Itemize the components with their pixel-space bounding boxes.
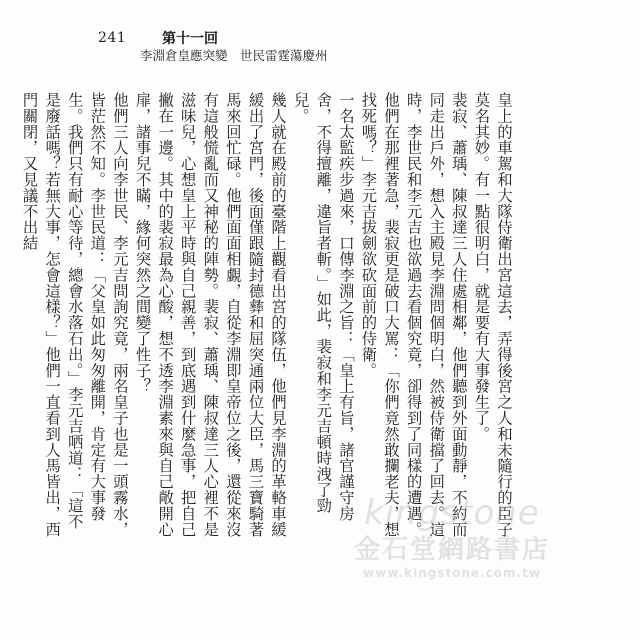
watermark-logo <box>354 493 550 580</box>
paragraph: 皇上的車駕和大隊侍衛出宮這去，弄得後宮之人和未隨行的臣子莫名其妙。有一點很明白，就是要有大事發生了。 <box>472 92 513 538</box>
watermark-logo-text: kingstone <box>364 493 540 533</box>
paragraph: 他們三人向李世民、李元吉問詢究竟，兩名皇子也是一頭霧水，皆茫然不知。李世民道：「父皇如此匆匆離開，肯定有大事發生。我們只有耐心等待，總會水落石出。」李元吉哂道：「這不是廢話嗎？若無大事，怎會這樣？」他們一直看到人馬皆出，西門關閉，又見議不出結 <box>20 92 129 538</box>
paragraph: 一名太監疾步過來，口傳李淵之旨：「皇上有旨，諸官謹守房舍，不得擅離，違旨者斬。」如此，裴寂和李元吉頓時洩了勁兒。 <box>291 92 355 522</box>
chapter-title: 第十一回 <box>162 31 218 47</box>
watermark-company-name: 金石堂網路書店 <box>353 535 550 565</box>
chapter-subtitle: 李淵倉皇應突變 世民雷霆蕩慶州 <box>140 48 328 63</box>
paragraph: 裴寂、蕭瑀、陳叔達三人住處相鄰，他們聽到外面動靜，不約而同走出戶外，想入主殿見李淵問個明白，然被侍衛擋了回去。這時，李世民和李元吉也欲過去看個究竟，卻得到了同樣的遭遇。他們在那裡著急，裴寂更是破口大罵：「你們竟然敢攔老夫，想找死嗎？」李元吉拔劍欲砍面前的侍衛。 <box>359 92 468 538</box>
page-number: 241 <box>98 30 127 46</box>
paragraph: 幾人就在殿前的臺階上觀看出宮的隊伍，他們見李淵的革輅車緩緩出了宮門，後面僅跟隨封德彝和屈突通兩位大臣，馬三寶騎著馬來回忙碌。他們面面相覷，自從李淵即皇帝位之後，還從來沒有這般慌亂而又神秘的陣勢。裴寂、蕭瑀、陳叔達三人心裡不是滋味兒，心想皇上平時與自己親善，到底遇到什麼急事，把自己撇在一邊。其中的裴寂最為心酸，想不透李淵素來與自己敞開心扉，諸事兒不瞞，緣何突然之間變了性子？ <box>133 92 288 538</box>
body-text <box>20 92 515 540</box>
watermark-url: www.kingstone.com.tw <box>363 566 541 580</box>
